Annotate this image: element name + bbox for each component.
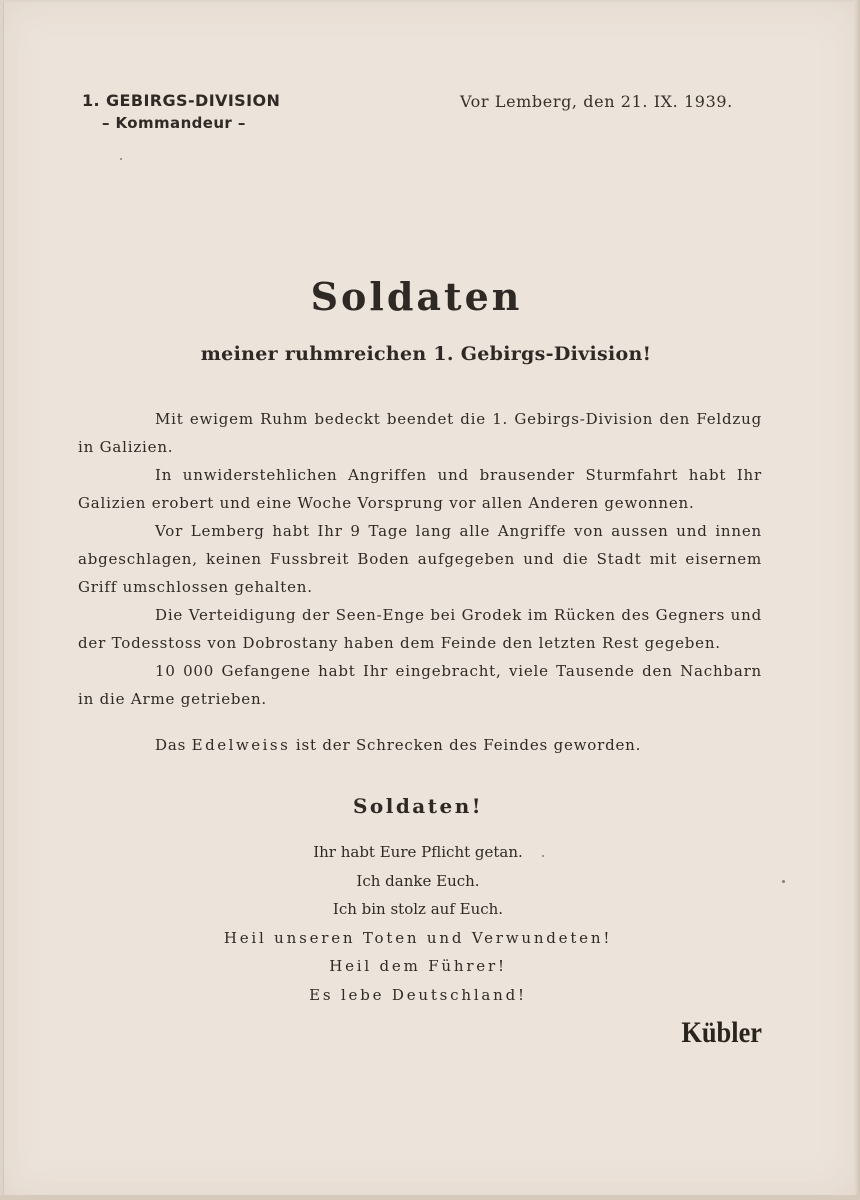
unit-name: 1. GEBIRGS-DIVISION xyxy=(82,91,281,110)
place-date: Vor Lemberg, den 21. IX. 1939. xyxy=(460,92,733,111)
closing-heading: Soldaten! xyxy=(352,794,484,818)
paragraph: Die Verteidigung der Seen-Enge bei Grodek im Rücken des Gegners und der Todesstoss von Dobrostany haben dem Feinde den letzten Rest gegeben. xyxy=(78,606,762,652)
paper-speck xyxy=(542,855,544,857)
paper-edge-bottom xyxy=(0,1195,860,1200)
paper-speck xyxy=(120,158,122,160)
edelweiss-after: ist der Schrecken des Feindes geworden. xyxy=(295,736,642,754)
edelweiss-before: Das xyxy=(155,736,187,754)
body-text xyxy=(78,405,762,759)
signature: Kübler xyxy=(681,1016,762,1049)
unit-header xyxy=(82,90,312,134)
closing-line: Ich bin stolz auf Euch. xyxy=(332,900,504,918)
closing-line: Heil dem Führer! xyxy=(329,957,507,975)
paper-edge-right xyxy=(854,0,860,1200)
closing-line: Ihr habt Eure Pflicht getan. xyxy=(313,843,523,861)
closing-lines xyxy=(0,838,836,1009)
unit-role: – Kommandeur – xyxy=(102,114,246,132)
closing-line: Heil unseren Toten und Verwundeten! xyxy=(223,928,613,947)
paragraph: 10 000 Gefangene habt Ihr eingebracht, viele Tausende den Nachbarn in die Arme getrieben. xyxy=(78,662,762,708)
paragraph: Vor Lemberg habt Ihr 9 Tage lang alle Angriffe von aussen und innen abgeschlagen, keinen Fussbreit Boden aufgegeben und die Stadt mit eisernem Griff umschlossen gehalten. xyxy=(78,522,762,596)
paragraph: In unwiderstehlichen Angriffen und brausender Sturmfahrt habt Ihr Galizien erobert und eine Woche Vorsprung vor allen Anderen gewonnen. xyxy=(78,466,762,512)
edelweiss-word: Edelweiss xyxy=(191,736,291,754)
document-subtitle: meiner ruhmreichen 1. Gebirgs-Division! xyxy=(200,343,652,365)
closing-line: Ich danke Euch. xyxy=(356,871,480,890)
edelweiss-paragraph xyxy=(78,731,762,759)
closing-line: Es lebe Deutschland! xyxy=(309,985,527,1004)
paragraph: Mit ewigem Ruhm bedeckt beendet die 1. Gebirgs-Division den Feldzug in Galizien. xyxy=(78,410,762,456)
paper-speck xyxy=(782,880,785,883)
document-title: Soldaten xyxy=(310,274,523,319)
